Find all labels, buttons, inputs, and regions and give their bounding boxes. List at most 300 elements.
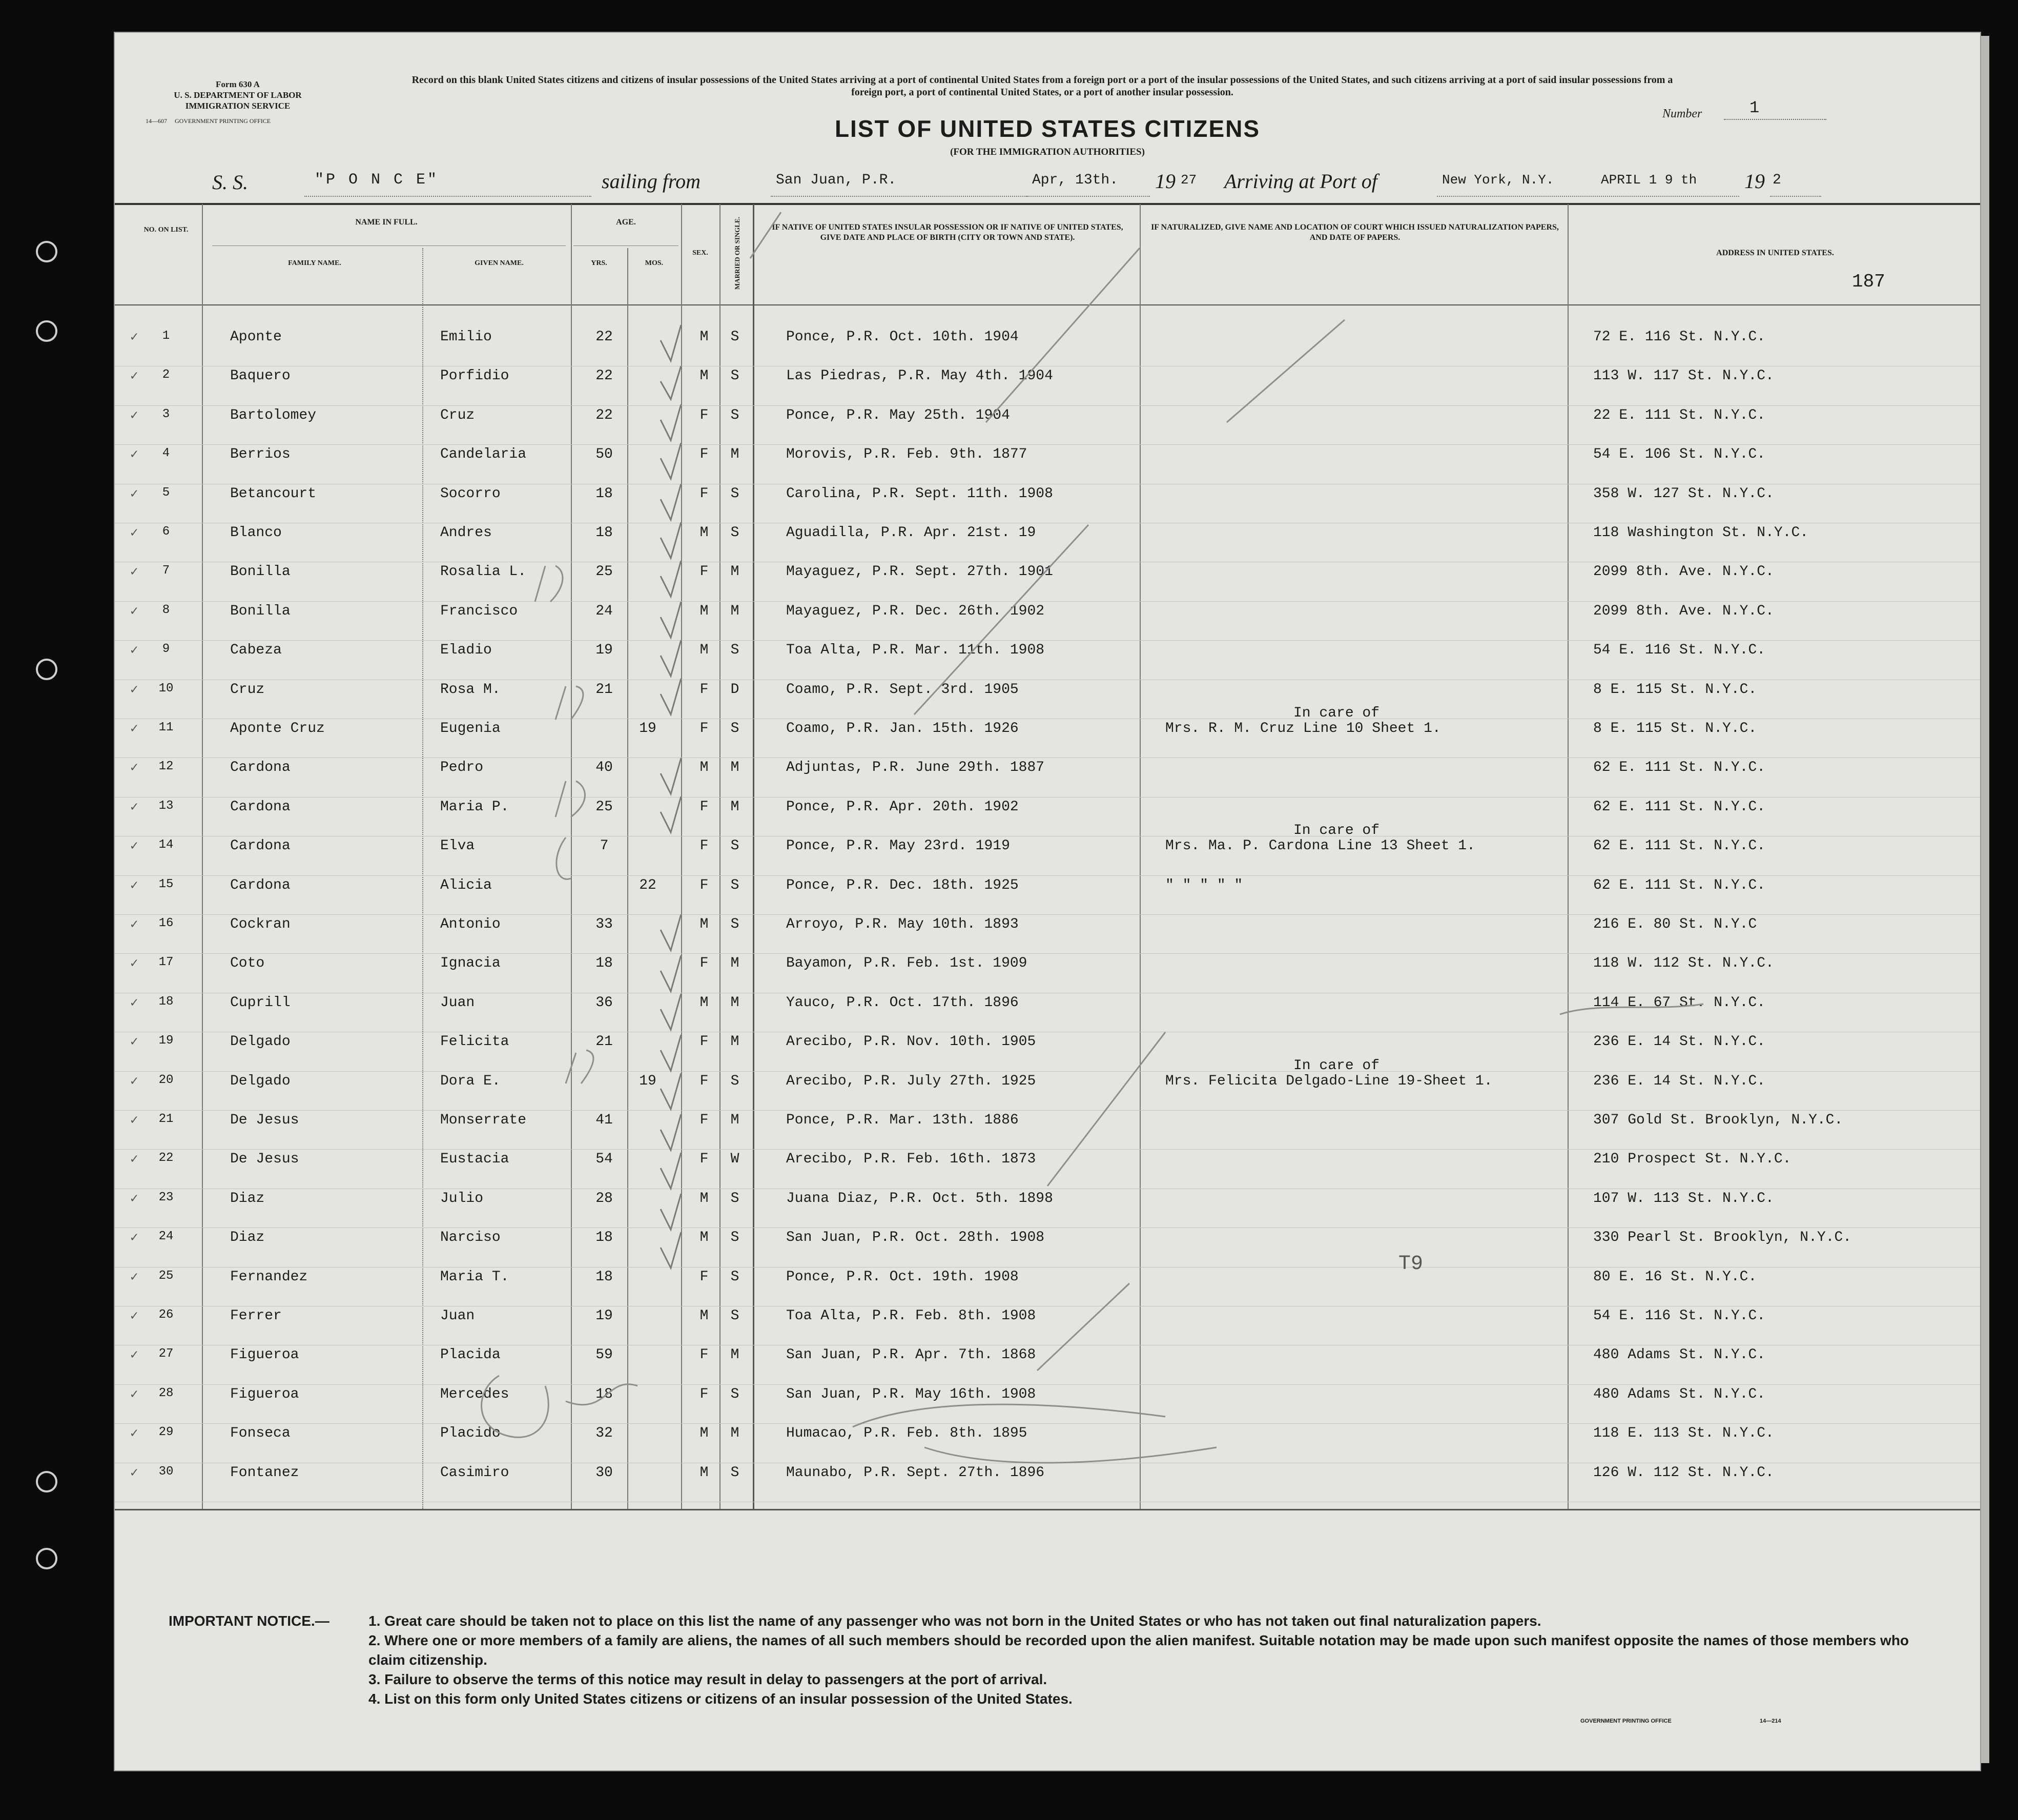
- sailing-label: sailing from: [602, 170, 701, 193]
- marital-status: D: [730, 681, 739, 698]
- marital-status: S: [730, 1269, 739, 1285]
- departure-year-prefix: 19: [1155, 170, 1176, 193]
- family-name: Fonseca: [230, 1425, 291, 1442]
- table-header-rule: [115, 304, 1980, 305]
- us-address: 2099 8th. Ave. N.Y.C.: [1593, 603, 1774, 619]
- table-row: [115, 633, 1980, 672]
- table-bottom-rule: [115, 1509, 1980, 1510]
- given-name: Mercedes: [440, 1386, 509, 1402]
- check-mark-icon: ✓: [130, 956, 138, 972]
- us-address: 330 Pearl St. Brooklyn, N.Y.C.: [1593, 1230, 1852, 1246]
- table-row: [115, 907, 1980, 946]
- sex: M: [699, 1425, 709, 1442]
- marital-status: S: [730, 1308, 739, 1324]
- us-address: 107 W. 113 St. N.Y.C.: [1593, 1190, 1774, 1206]
- header-birth: IF NATIVE OF UNITED STATES INSULAR POSSESSION OR IF NATIVE OF UNITED STATES, GIVE DATE AND PLACE OF BIRTH (CITY OR TOWN AND STATE).: [772, 223, 1123, 242]
- given-name: Placida: [440, 1347, 501, 1363]
- row-number: 30: [158, 1464, 174, 1479]
- us-address: 114 E. 67 St. N.Y.C.: [1593, 994, 1766, 1011]
- age-months: 19: [639, 721, 656, 737]
- us-address: 216 E. 80 St. N.Y.C: [1593, 916, 1757, 932]
- table-row: [115, 750, 1980, 789]
- row-number: 28: [158, 1386, 174, 1400]
- check-mark-icon: ✓: [130, 1034, 138, 1050]
- us-address: 80 E. 16 St. N.Y.C.: [1593, 1269, 1757, 1285]
- age-years: 19: [595, 642, 613, 659]
- check-mark-icon: ✓: [130, 682, 138, 698]
- table-row: [115, 1103, 1980, 1142]
- table-row: [115, 1416, 1980, 1455]
- given-name: Socorro: [440, 485, 501, 502]
- notice-label: IMPORTANT NOTICE.—: [169, 1613, 330, 1629]
- birth-place-date: Ponce, P.R. Oct. 10th. 1904: [786, 329, 1019, 345]
- row-number: 18: [158, 994, 174, 1009]
- sex: F: [699, 407, 709, 423]
- manifest-sheet: [114, 32, 1981, 1771]
- ss-label: S. S.: [212, 171, 248, 194]
- check-mark-icon: ✓: [130, 330, 138, 345]
- family-name: Cruz: [230, 681, 265, 698]
- sex: F: [699, 955, 709, 972]
- age-years: 33: [595, 916, 613, 932]
- birth-place-date: Bayamon, P.R. Feb. 1st. 1909: [786, 955, 1027, 972]
- date-line: [1027, 196, 1150, 197]
- family-name: Fontanez: [230, 1464, 299, 1481]
- birth-place-date: Ponce, P.R. Apr. 20th. 1902: [786, 799, 1019, 815]
- us-address: 54 E. 106 St. N.Y.C.: [1593, 446, 1766, 463]
- us-address: 62 E. 111 St. N.Y.C.: [1593, 799, 1766, 815]
- row-number: 25: [158, 1269, 174, 1283]
- age-years: 25: [595, 799, 613, 815]
- sex: M: [699, 642, 709, 659]
- ship-line: [304, 196, 591, 197]
- row-number: 29: [158, 1425, 174, 1440]
- marital-status: M: [730, 955, 739, 972]
- header-address: ADDRESS IN UNITED STATES.: [1716, 249, 1834, 257]
- us-address: 480 Adams St. N.Y.C.: [1593, 1386, 1766, 1402]
- family-name: Cardona: [230, 877, 291, 893]
- family-name: Cockran: [230, 916, 291, 932]
- check-mark-icon: ✓: [130, 643, 138, 659]
- row-number: 23: [158, 1190, 174, 1204]
- birth-place-date: Ponce, P.R. Mar. 13th. 1886: [786, 1112, 1019, 1128]
- age-years: 36: [595, 994, 613, 1011]
- given-name: Julio: [440, 1190, 484, 1206]
- given-name: Monserrate: [440, 1112, 527, 1128]
- number-label: Number: [1662, 107, 1702, 120]
- family-name: Cardona: [230, 799, 291, 815]
- family-name: Cardona: [230, 760, 291, 776]
- given-name: Candelaria: [440, 446, 527, 463]
- marital-status: S: [730, 1464, 739, 1481]
- given-name: Juan: [440, 994, 475, 1011]
- row-number: 3: [162, 407, 170, 421]
- us-address: 54 E. 116 St. N.Y.C.: [1593, 642, 1766, 659]
- marital-status: S: [730, 485, 739, 502]
- sex: F: [699, 1112, 709, 1128]
- marital-status: S: [730, 525, 739, 541]
- notice-item: 1. Great care should be taken not to place on this list the name of any passenger who was not born in the United States or who has not taken out final naturalization papers.: [368, 1613, 1541, 1629]
- table-row: [115, 868, 1980, 907]
- header-family-name: FAMILY NAME.: [288, 259, 341, 267]
- age-years: 22: [595, 407, 613, 423]
- table-row: [115, 1057, 1980, 1103]
- header-name-full: NAME IN FULL.: [355, 218, 418, 227]
- sex: F: [699, 799, 709, 815]
- table-row: [115, 790, 1980, 829]
- stamp-mark: T9: [1398, 1253, 1424, 1276]
- check-mark-icon: ✓: [130, 525, 138, 541]
- age-years: 19: [595, 1308, 613, 1324]
- marital-status: S: [730, 1230, 739, 1246]
- birth-place-date: Coamo, P.R. Sept. 3rd. 1905: [786, 681, 1019, 698]
- table-row: [115, 1377, 1980, 1416]
- family-name: Diaz: [230, 1230, 265, 1246]
- arrival-port: New York, N.Y.: [1442, 172, 1554, 188]
- us-address: 236 E. 14 St. N.Y.C.: [1593, 1073, 1766, 1089]
- age-years: 18: [595, 955, 613, 972]
- family-name: Fernandez: [230, 1269, 308, 1285]
- age-years: 18: [595, 1386, 613, 1402]
- birth-place-date: Toa Alta, P.R. Mar. 11th. 1908: [786, 642, 1045, 659]
- family-name: De Jesus: [230, 1151, 299, 1168]
- given-name: Placido: [440, 1425, 501, 1442]
- sex: F: [699, 721, 709, 737]
- check-mark-icon: ✓: [130, 995, 138, 1011]
- birth-place-date: Mayaguez, P.R. Dec. 26th. 1902: [786, 603, 1045, 619]
- given-name: Dora E.: [440, 1073, 501, 1089]
- sex: M: [699, 329, 709, 345]
- family-name: Aponte Cruz: [230, 721, 325, 737]
- us-address: 54 E. 116 St. N.Y.C.: [1593, 1308, 1766, 1324]
- us-address: 210 Prospect St. N.Y.C.: [1593, 1151, 1792, 1168]
- marital-status: W: [730, 1151, 739, 1168]
- marital-status: S: [730, 407, 739, 423]
- binder-hole: [36, 241, 57, 262]
- department-name: U. S. DEPARTMENT OF LABOR: [174, 90, 302, 100]
- family-name: Aponte: [230, 329, 282, 345]
- page-number: 187: [1852, 271, 1885, 292]
- birth-place-date: Las Piedras, P.R. May 4th. 1904: [786, 368, 1053, 384]
- family-name: De Jesus: [230, 1112, 299, 1128]
- header-sex: SEX.: [692, 249, 708, 257]
- sex: M: [699, 368, 709, 384]
- given-name: Francisco: [440, 603, 518, 619]
- check-mark-icon: ✓: [130, 1269, 138, 1285]
- given-name: Rosalia L.: [440, 564, 527, 580]
- row-number: 8: [162, 603, 170, 617]
- us-address: 118 E. 113 St. N.Y.C.: [1593, 1425, 1774, 1442]
- marital-status: S: [730, 642, 739, 659]
- family-name: Bonilla: [230, 564, 291, 580]
- family-name: Bonilla: [230, 603, 291, 619]
- number-line: [1724, 119, 1826, 120]
- sex: F: [699, 1034, 709, 1050]
- check-mark-icon: ✓: [130, 799, 138, 815]
- header-naturalized: IF NATURALIZED, GIVE NAME AND LOCATION OF COURT WHICH ISSUED NATURALIZATION PAPERS, AND DATE OF PAPERS.: [1151, 223, 1559, 242]
- notice-item: 2. Where one or more members of a family are aliens, the names of all such members should be recorded upon the alien manifest. Suitable notation may be made upon such manifest opposite the names of those members who claim citizenship.: [368, 1632, 1909, 1668]
- birth-place-date: Ponce, P.R. May 25th. 1904: [786, 407, 1010, 423]
- us-address: 118 Washington St. N.Y.C.: [1593, 525, 1809, 541]
- row-number: 6: [162, 525, 170, 539]
- family-name: Figueroa: [230, 1386, 299, 1402]
- table-row: [115, 986, 1980, 1025]
- notice-items: [368, 1611, 1937, 1709]
- table-row: [115, 1456, 1980, 1495]
- header-no: NO. ON LIST.: [143, 226, 189, 234]
- family-name: Delgado: [230, 1034, 291, 1050]
- binder-hole: [36, 320, 57, 342]
- birth-place-date: Arecibo, P.R. Nov. 10th. 1905: [786, 1034, 1036, 1050]
- table-row: [115, 1299, 1980, 1338]
- given-name: Porfidio: [440, 368, 509, 384]
- marital-status: M: [730, 603, 739, 619]
- row-number: 19: [158, 1034, 174, 1048]
- age-years: 22: [595, 368, 613, 384]
- sex: M: [699, 1308, 709, 1324]
- marital-status: S: [730, 838, 739, 854]
- age-years: 18: [595, 485, 613, 502]
- notice-item: 4. List on this form only United States citizens or citizens of an insular possession of the United States.: [368, 1691, 1073, 1707]
- sex: F: [699, 838, 709, 854]
- notice-item: 3. Failure to observe the terms of this notice may result in delay to passengers at the port of arrival.: [368, 1671, 1047, 1687]
- birth-place-date: Humacao, P.R. Feb. 8th. 1895: [786, 1425, 1027, 1442]
- binder-hole: [36, 1548, 57, 1569]
- check-mark-icon: ✓: [130, 603, 138, 619]
- birth-place-date: Morovis, P.R. Feb. 9th. 1877: [786, 446, 1027, 463]
- header-given-name: GIVEN NAME.: [475, 259, 524, 267]
- given-name: Emilio: [440, 329, 492, 345]
- birth-place-date: Arroyo, P.R. May 10th. 1893: [786, 916, 1019, 932]
- given-name: Andres: [440, 525, 492, 541]
- family-name: Cabeza: [230, 642, 282, 659]
- marital-status: M: [730, 446, 739, 463]
- form-code: 14—607: [146, 117, 167, 125]
- family-name: Baquero: [230, 368, 291, 384]
- birth-place-date: Aguadilla, P.R. Apr. 21st. 19: [786, 525, 1036, 541]
- family-name: Blanco: [230, 525, 282, 541]
- row-number: 17: [158, 955, 174, 970]
- family-name: Diaz: [230, 1190, 265, 1206]
- sex: F: [699, 1073, 709, 1089]
- row-number: 9: [162, 642, 170, 657]
- age-years: 32: [595, 1425, 613, 1442]
- table-row: [115, 398, 1980, 437]
- marital-status: S: [730, 721, 739, 737]
- sex: F: [699, 564, 709, 580]
- header-yrs: YRS.: [591, 259, 607, 267]
- given-name: Rosa M.: [440, 681, 501, 698]
- age-years: 7: [600, 838, 609, 854]
- table-row: [115, 946, 1980, 985]
- table-row: [115, 594, 1980, 633]
- table-row: [115, 437, 1980, 476]
- given-name: Maria P.: [440, 799, 509, 815]
- row-number: 14: [158, 838, 174, 852]
- row-number: 4: [162, 446, 170, 461]
- marital-status: M: [730, 564, 739, 580]
- us-address: 62 E. 111 St. N.Y.C.: [1593, 877, 1766, 893]
- header-marital: MARRIED OR SINGLE.: [733, 217, 741, 290]
- row-number: 2: [162, 368, 170, 382]
- birth-place-date: San Juan, P.R. Apr. 7th. 1868: [786, 1347, 1036, 1363]
- age-years: 40: [595, 760, 613, 776]
- sex: M: [699, 994, 709, 1011]
- us-address: 22 E. 111 St. N.Y.C.: [1593, 407, 1766, 423]
- family-name: Bartolomey: [230, 407, 317, 423]
- sex: F: [699, 1269, 709, 1285]
- given-name: Eladio: [440, 642, 492, 659]
- arrival-year-prefix: 19: [1744, 170, 1765, 193]
- age-months: 22: [639, 877, 656, 893]
- check-mark-icon: ✓: [130, 1113, 138, 1128]
- check-mark-icon: ✓: [130, 407, 138, 423]
- given-name: Eugenia: [440, 721, 501, 737]
- sex: F: [699, 877, 709, 893]
- table-row: [115, 1220, 1980, 1259]
- row-number: 21: [158, 1112, 174, 1126]
- age-years: 54: [595, 1151, 613, 1168]
- departure-port: San Juan, P.R.: [776, 172, 897, 188]
- table-row: [115, 1260, 1980, 1299]
- us-address: 236 E. 14 St. N.Y.C.: [1593, 1034, 1766, 1050]
- us-address: 307 Gold St. Brooklyn, N.Y.C.: [1593, 1112, 1843, 1128]
- given-name: Elva: [440, 838, 475, 854]
- marital-status: M: [730, 1034, 739, 1050]
- marital-status: M: [730, 1425, 739, 1442]
- number-value: 1: [1749, 98, 1760, 117]
- check-mark-icon: ✓: [130, 1230, 138, 1246]
- row-number: 15: [158, 877, 174, 891]
- marital-status: M: [730, 994, 739, 1011]
- sex: M: [699, 760, 709, 776]
- marital-status: S: [730, 368, 739, 384]
- birth-place-date: Adjuntas, P.R. June 29th. 1887: [786, 760, 1045, 776]
- table-row: [115, 516, 1980, 555]
- check-mark-icon: ✓: [130, 1426, 138, 1442]
- sex: M: [699, 1230, 709, 1246]
- in-care-of-label: In care of: [1293, 1057, 1380, 1074]
- given-name: Casimiro: [440, 1464, 509, 1481]
- birth-place-date: San Juan, P.R. May 16th. 1908: [786, 1386, 1036, 1402]
- table-top-rule: [115, 203, 1980, 205]
- birth-place-date: Arecibo, P.R. Feb. 16th. 1873: [786, 1151, 1036, 1168]
- departure-date: Apr, 13th.: [1032, 172, 1119, 188]
- sex: M: [699, 1190, 709, 1206]
- given-name: Ignacia: [440, 955, 501, 972]
- sex: M: [699, 1464, 709, 1481]
- sex: F: [699, 1347, 709, 1363]
- in-care-of-label: In care of: [1293, 823, 1380, 839]
- row-number: 16: [158, 916, 174, 930]
- family-name: Figueroa: [230, 1347, 299, 1363]
- marital-status: M: [730, 1347, 739, 1363]
- check-mark-icon: ✓: [130, 760, 138, 776]
- check-mark-icon: ✓: [130, 486, 138, 502]
- sex: F: [699, 1151, 709, 1168]
- check-mark-icon: ✓: [130, 917, 138, 932]
- naturalization-info: Mrs. R. M. Cruz Line 10 Sheet 1.: [1165, 721, 1441, 737]
- arrival-line: [1437, 196, 1739, 197]
- table-row: [115, 672, 1980, 711]
- naturalization-info: Mrs. Felicita Delgado-Line 19-Sheet 1.: [1165, 1073, 1493, 1089]
- row-number: 7: [162, 564, 170, 578]
- form-identification: [156, 79, 320, 111]
- header-mos: MOS.: [645, 259, 664, 267]
- marital-status: M: [730, 1112, 739, 1128]
- marital-status: S: [730, 916, 739, 932]
- service-name: IMMIGRATION SERVICE: [185, 101, 291, 111]
- age-years: 18: [595, 1269, 613, 1285]
- marital-status: S: [730, 1386, 739, 1402]
- family-name: Cardona: [230, 838, 291, 854]
- birth-place-date: Arecibo, P.R. July 27th. 1925: [786, 1073, 1036, 1089]
- footer-printer: GOVERNMENT PRINTING OFFICE: [1580, 1718, 1672, 1724]
- birth-place-date: Carolina, P.R. Sept. 11th. 1908: [786, 485, 1053, 502]
- given-name: Cruz: [440, 407, 475, 423]
- table-row: [115, 1181, 1980, 1220]
- given-name: Alicia: [440, 877, 492, 893]
- us-address: 62 E. 111 St. N.Y.C.: [1593, 838, 1766, 854]
- form-number: Form 630 A: [216, 79, 260, 89]
- us-address: 8 E. 115 St. N.Y.C.: [1593, 721, 1757, 737]
- row-number: 26: [158, 1308, 174, 1322]
- sex: F: [699, 446, 709, 463]
- sex: M: [699, 916, 709, 932]
- birth-place-date: Toa Alta, P.R. Feb. 8th. 1908: [786, 1308, 1036, 1324]
- check-mark-icon: ✓: [130, 1152, 138, 1168]
- port-line: [771, 196, 1027, 197]
- us-address: 2099 8th. Ave. N.Y.C.: [1593, 564, 1774, 580]
- form-printer: GOVERNMENT PRINTING OFFICE: [175, 117, 271, 125]
- row-number: 11: [158, 721, 174, 734]
- us-address: 126 W. 112 St. N.Y.C.: [1593, 1464, 1774, 1481]
- check-mark-icon: ✓: [130, 564, 138, 580]
- marital-status: S: [730, 1190, 739, 1206]
- row-number: 20: [158, 1073, 174, 1087]
- us-address: 118 W. 112 St. N.Y.C.: [1593, 955, 1774, 972]
- us-address: 62 E. 111 St. N.Y.C.: [1593, 760, 1766, 776]
- table-row: [115, 359, 1980, 398]
- us-address: 8 E. 115 St. N.Y.C.: [1593, 681, 1757, 698]
- check-mark-icon: ✓: [130, 447, 138, 463]
- check-mark-icon: ✓: [130, 877, 138, 893]
- table-row: [115, 823, 1980, 868]
- check-mark-icon: ✓: [130, 839, 138, 854]
- ship-name: "P O N C E": [315, 171, 439, 189]
- age-years: 59: [595, 1347, 613, 1363]
- check-mark-icon: ✓: [130, 1465, 138, 1481]
- age-years: 28: [595, 1190, 613, 1206]
- family-name: Coto: [230, 955, 265, 972]
- sex: F: [699, 681, 709, 698]
- check-mark-icon: ✓: [130, 1073, 138, 1089]
- page-title: LIST OF UNITED STATES CITIZENS: [834, 115, 1261, 142]
- footer-code: 14—214: [1760, 1718, 1781, 1724]
- age-years: 41: [595, 1112, 613, 1128]
- row-number: 24: [158, 1230, 174, 1244]
- check-mark-icon: ✓: [130, 369, 138, 384]
- given-name: Juan: [440, 1308, 475, 1324]
- naturalization-info: Mrs. Ma. P. Cardona Line 13 Sheet 1.: [1165, 838, 1475, 854]
- record-instructions: Record on this blank United States citizens and citizens of insular possessions of the United States arriving at a port of continental United States from a foreign port or a port of the insular possessions of the United States, and such citizens arriving at a port of said insular possessions from a foreign port, a port of continental United States, or a port of another insular possession.: [411, 74, 1673, 98]
- given-name: Pedro: [440, 760, 484, 776]
- birth-place-date: Ponce, P.R. Oct. 19th. 1908: [786, 1269, 1019, 1285]
- table-row: [115, 320, 1980, 359]
- table-row: [115, 477, 1980, 516]
- birth-place-date: Ponce, P.R. May 23rd. 1919: [786, 838, 1010, 854]
- arrival-year: 2: [1773, 172, 1781, 188]
